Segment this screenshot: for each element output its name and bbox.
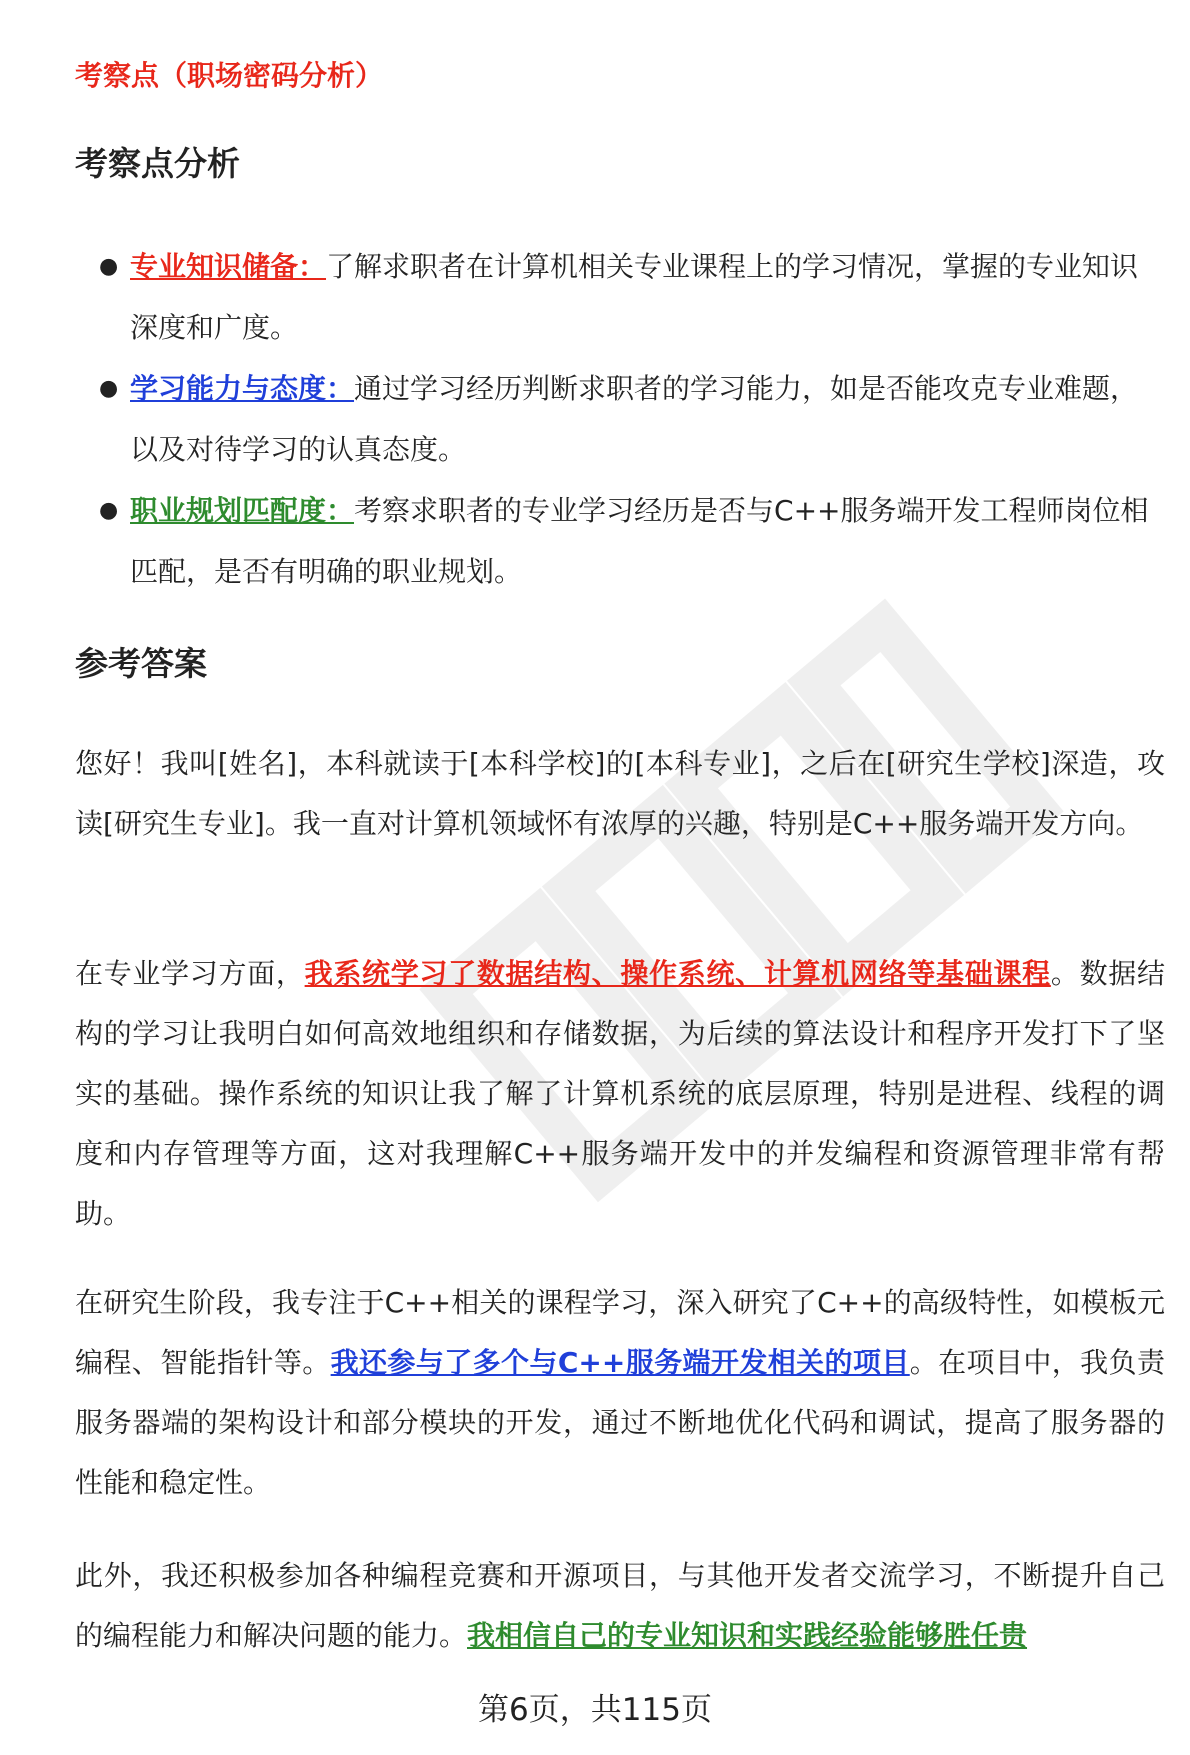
paragraph-text: 此外，我还积极参加各种编程竞赛和开源项目，与其他开发者交流学习，不断提升自己的编程能力和解决问题的能力。 [75,1559,1165,1652]
paragraph-text: 在研究生阶段，我专注于C++相关的课程学习，深入研究了C++的高级特性，如模板元编程、智能指针等。 [75,1286,1165,1379]
point-keyword: 职业规划匹配度： [130,494,355,527]
top-label: 考察点（职场密码分析） [75,59,384,92]
highlight-red: 我系统学习了数据结构、操作系统、计算机网络等基础课程 [304,957,1051,990]
page-number-footer: 第6页，共115页 [478,1692,712,1728]
point-keyword: 学习能力与态度： [130,372,355,405]
point-keyword: 专业知识储备： [130,250,327,283]
paragraph-text: 在专业学习方面， [75,957,305,990]
list-item [75,358,1165,480]
answer-paragraph-extra [75,1546,1165,1666]
list-item [75,236,1165,358]
analysis-point-list [75,236,1165,602]
answer-paragraph-graduate [75,1273,1165,1513]
bullet-icon: ● [99,376,119,401]
section-heading-analysis: 考察点分析 [75,144,240,183]
paragraph-text: 。在项目中，我负责服务器端的架构设计和部分模块的开发，通过不断地优化代码和调试，提高了服务器的性能和稳定性。 [75,1346,1165,1499]
highlight-blue: 我还参与了多个与C++服务端开发相关的项目 [330,1346,910,1379]
section-heading-answer: 参考答案 [75,644,207,683]
point-text: 考察求职者的专业学习经历是否与C++服务端开发工程师岗位相匹配，是否有明确的职业规划。 [130,494,1149,588]
paragraph-text: 。数据结构的学习让我明白如何高效地组织和存储数据，为后续的算法设计和程序开发打下了坚实的基础。操作系统的知识让我了解了计算机系统的底层原理，特别是进程、线程的调度和内存管理等方面，这对我理解C++服务端开发中的并发编程和资源管理非常有帮助。 [75,957,1165,1230]
answer-paragraph-study [75,944,1165,1244]
highlight-green: 我相信自己的专业知识和实践经验能够胜任贵 [467,1619,1028,1652]
bullet-icon: ● [99,254,119,279]
list-item [75,480,1165,602]
point-text: 通过学习经历判断求职者的学习能力，如是否能攻克专业难题，以及对待学习的认真态度。 [130,372,1139,466]
point-text: 了解求职者在计算机相关专业课程上的学习情况，掌握的专业知识深度和广度。 [130,250,1139,344]
bullet-icon: ● [99,498,119,523]
answer-paragraph-intro: 您好！我叫[姓名]，本科就读于[本科学校]的[本科专业]，之后在[研究生学校]深造，攻读[研究生专业]。我一直对计算机领域怀有浓厚的兴趣，特别是C++服务端开发方向。 [75,747,1165,840]
